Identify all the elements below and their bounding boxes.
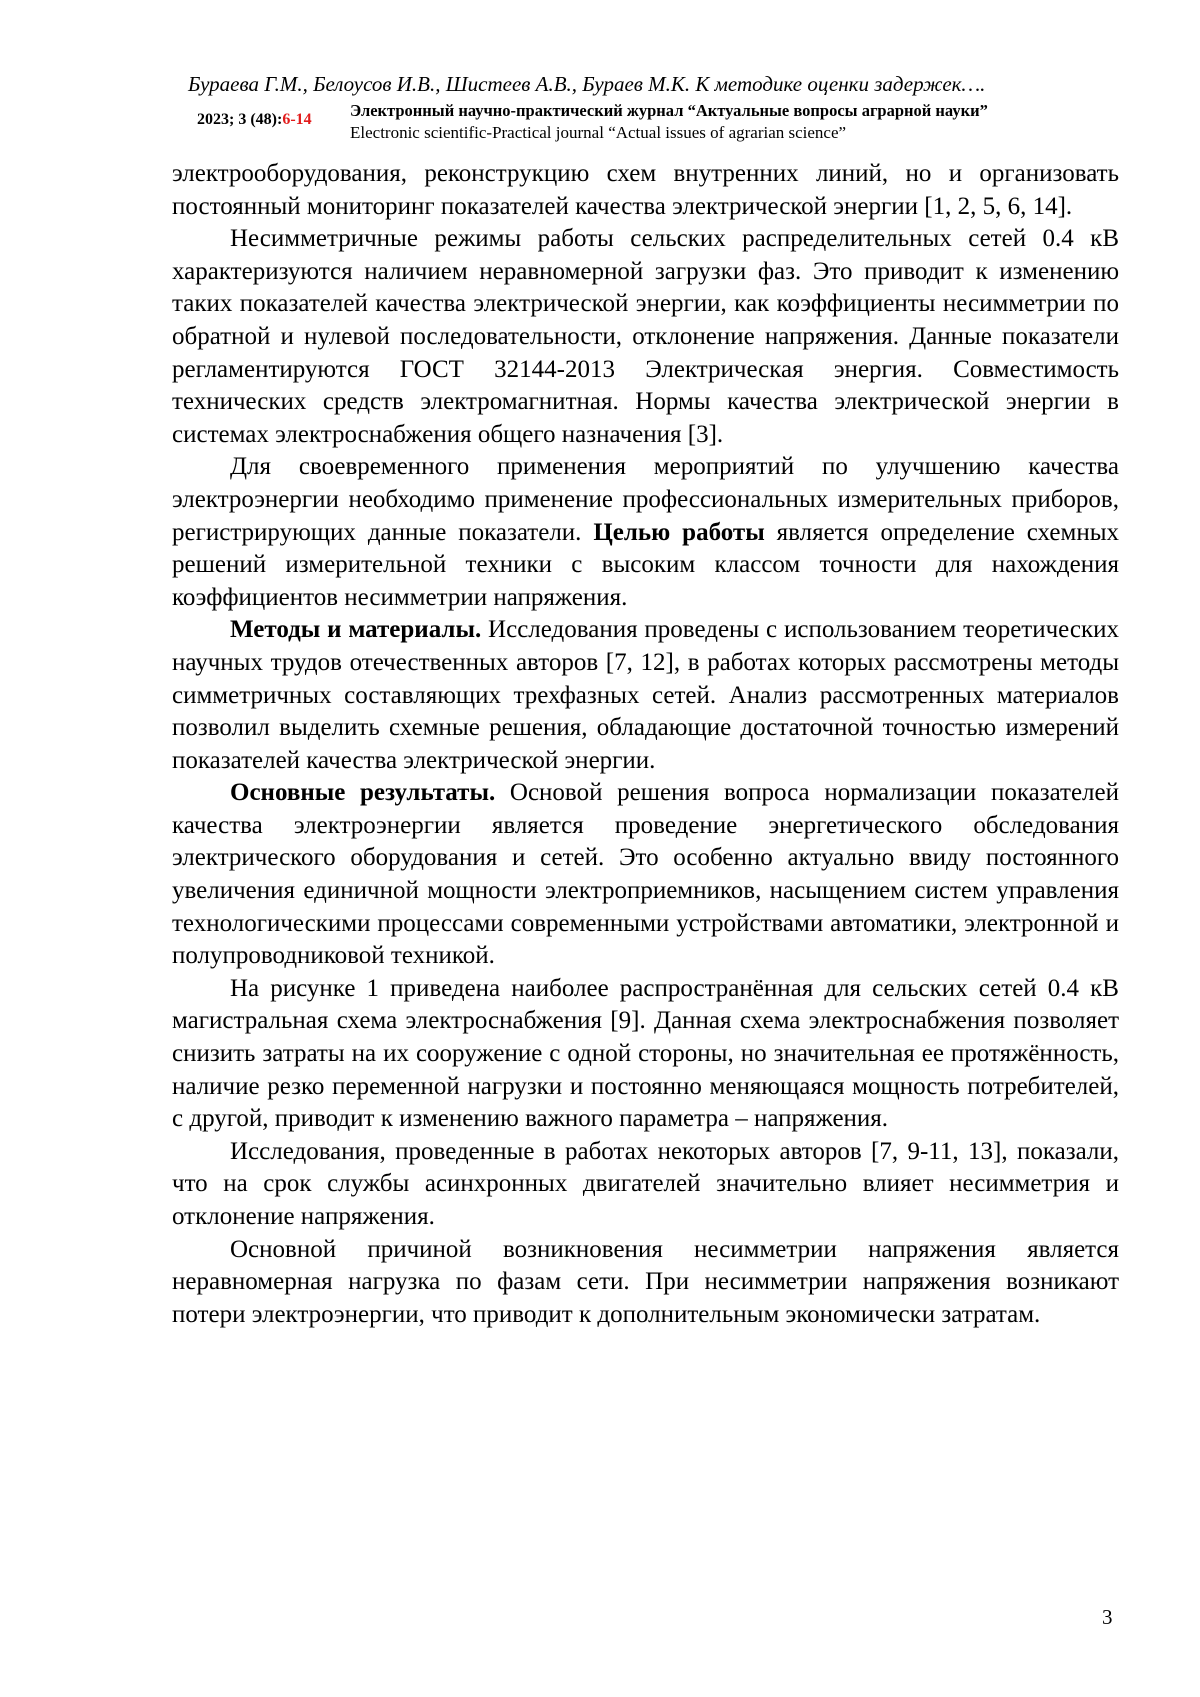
methods-heading: Методы и материалы.: [230, 616, 482, 644]
paragraph-2: Несимметричные режимы работы сельских распределительных сетей 0.4 кВ характеризуются наличием неравномерной загрузки фаз. Это приводит к изменению таких показателей качества электрической энергии, как коэффициенты несимметрии по обратной и нулевой последовательности, отклонение напряжения. Данные показатели регламентируются ГОСТ 32144-2013 Электрическая энергия. Совместимость технических средств электромагнитная. Нормы качества электрической энергии в системах электроснабжения общего назначения [3].: [172, 225, 1119, 448]
journal-title-ru: Электронный научно-практический журнал “Актуальные вопросы аграрной науки”: [350, 101, 988, 120]
paragraph-6: На рисунке 1 приведена наиболее распространённая для сельских сетей 0.4 кВ магистральная схема электроснабжения [9]. Данная схема электроснабжения позволяет снизить затраты на их сооружение с одной стороны, но значительная ее протяжённость, наличие резко переменной нагрузки и постоянно меняющаяся мощность потребителей, с другой, приводит к изменению важного параметра – напряжения.: [172, 974, 1119, 1133]
paragraph-3-text-a: Для своевременного применения мероприятий по улучшению качества электроэнергии необходимо применение профессиональных измерительных приборов, регистрирующих данные показатели.: [172, 453, 1119, 546]
paragraph-methods: [172, 614, 1119, 777]
running-head: Бураева Г.М., Белоусов И.В., Шистеев А.В., Бураев М.К. К методике оценки задержек….: [188, 72, 986, 96]
paragraph-8: Основной причиной возникновения несимметрии напряжения является неравномерная нагрузка по фазам сети. При несимметрии напряжения возникают потери электроэнергии, что приводит к дополнительным экономически затратам.: [172, 1235, 1119, 1328]
methods-text: Исследования проведены с использованием теоретических научных трудов отечественных авторов [7, 12], в работах которых рассмотрены методы симметричных составляющих трехфазных сетей. Анализ рассмотренных материалов позволил выделить схемные решения, обладающие достаточной точностью измерений показателей качества электрической энергии.: [172, 616, 1120, 774]
article-body: [172, 158, 1119, 1331]
paragraph-1: электрооборудования, реконструкцию схем внутренних линий, но и организовать постоянный мониторинг показателей качества электрической энергии [1, 2, 5, 6, 14].: [172, 160, 1119, 220]
issue-pages: 6-14: [282, 111, 312, 128]
paragraph-7: Исследования, проведенные в работах некоторых авторов [7, 9-11, 13], показали, что на срок службы асинхронных двигателей значительно влияет несимметрия и отклонение напряжения.: [172, 1137, 1119, 1230]
aim-heading: Целью работы: [593, 518, 765, 546]
issue-info: [197, 111, 312, 129]
paragraph-3-text-b: является определение схемных решений измерительной техники с высоким классом точности для нахождения коэффициентов несимметрии напряжения.: [172, 518, 1120, 611]
paragraph-results: [172, 777, 1119, 973]
paragraph-3: [172, 451, 1119, 614]
issue-number: 2023; 3 (48):: [197, 111, 283, 128]
results-text: Основой решения вопроса нормализации показателей качества электроэнергии является проведение энергетического обследования электрического оборудования и сетей. Это особенно актуально ввиду постоянного увеличения единичной мощности электроприемников, насыщением систем управления технологическими процессами современными устройствами автоматики, электронной и полупроводниковой техникой.: [172, 779, 1119, 970]
results-heading: Основные результаты.: [230, 779, 496, 807]
page-number: 3: [1102, 1605, 1113, 1629]
journal-title-en: Electronic scientific-Practical journal “Actual issues of agrarian science”: [350, 123, 847, 142]
